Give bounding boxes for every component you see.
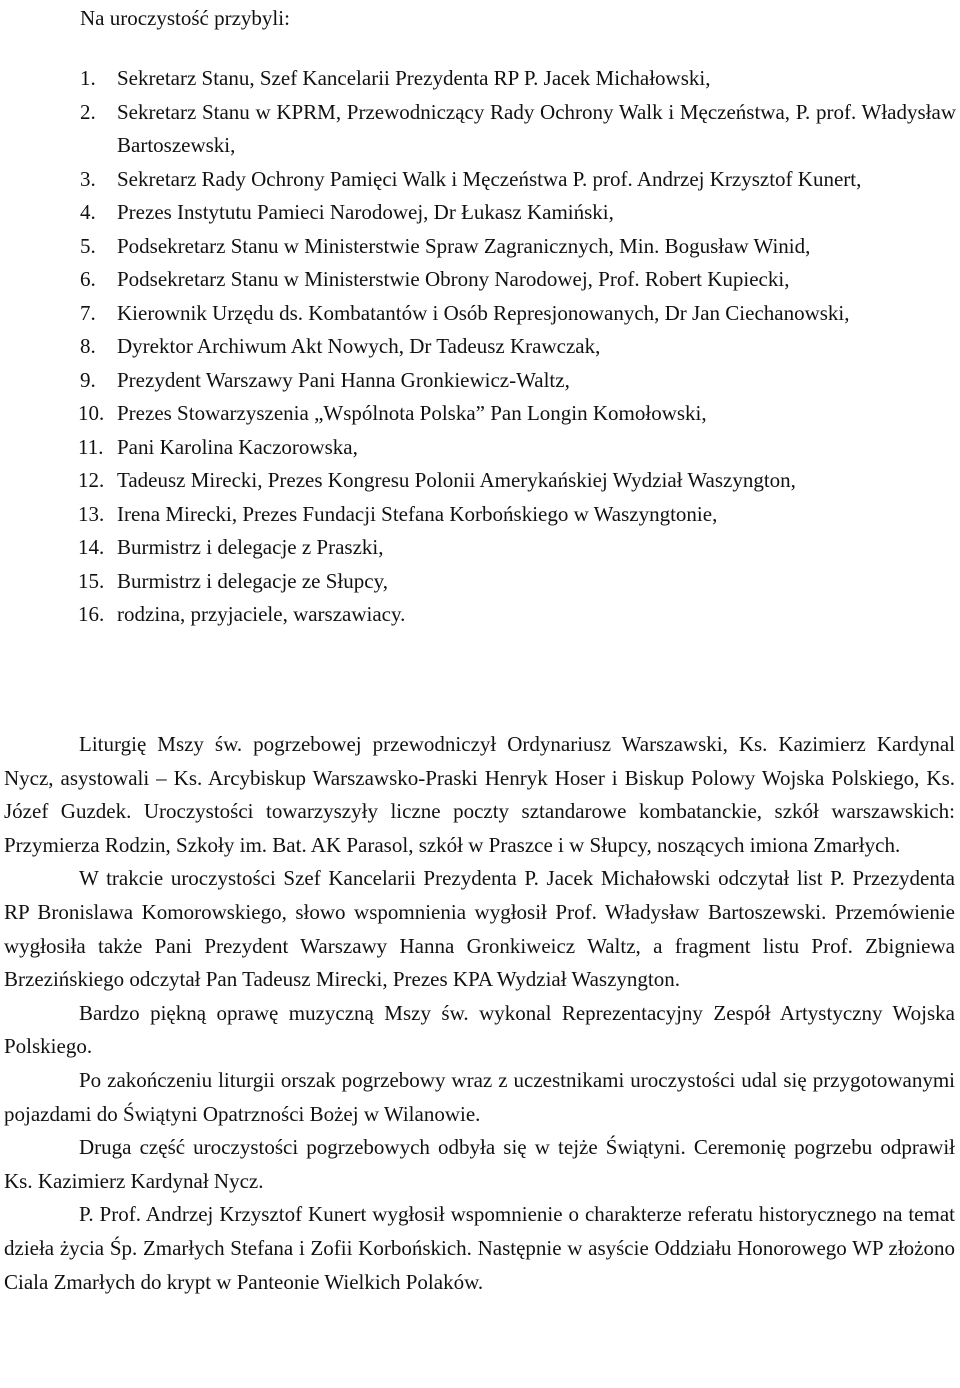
attendee-number: 7. xyxy=(80,300,96,325)
attendee-item xyxy=(0,364,960,398)
attendee-text: Prezydent Warszawy Pani Hanna Gronkiewicz-Waltz, xyxy=(117,367,570,392)
attendee-number: 2. xyxy=(80,99,96,124)
paragraph-burial: P. Prof. Andrzej Krzysztof Kunert wygłosił wspomnienie o charakterze referatu historycznego na temat dzieła życia Śp. Zmarłych Stefana i Zofii Korbońskich. Następnie w asyście Oddziału Honorowego WP złożono Ciala Zmarłych do krypt w Panteonie Wielkich Polaków. xyxy=(4,1202,955,1294)
attendee-number: 13. xyxy=(78,501,105,526)
attendee-number: 12. xyxy=(78,468,105,492)
attendee-item xyxy=(0,397,960,431)
attendee-text: Sekretarz Stanu w KPRM, Przewodniczący Rady Ochrony Walk i Męczeństwa, P. prof. Władysław Bartoszewski, xyxy=(117,99,956,157)
attendee-text: Burmistrz i delegacje z Praszki, xyxy=(117,535,384,559)
attendee-text: Prezes Stowarzyszenia „Wspólnota Polska” Pan Longin Komołowski, xyxy=(117,401,707,425)
attendee-text: Pani Karolina Kaczorowska, xyxy=(117,434,358,459)
attendee-number: 3. xyxy=(80,166,96,191)
attendee-number: 9. xyxy=(80,367,96,392)
attendee-item xyxy=(0,464,960,498)
intro-heading: Na uroczystość przybyli: xyxy=(80,6,290,30)
attendee-number: 16. xyxy=(78,602,105,626)
attendee-item xyxy=(0,531,960,565)
attendee-text: Burmistrz i delegacje ze Słupcy, xyxy=(117,568,388,593)
attendee-item xyxy=(0,196,960,230)
attendee-number: 14. xyxy=(78,535,105,559)
body-text xyxy=(4,728,955,1299)
attendee-item xyxy=(0,565,960,599)
paragraph-liturgy: Liturgię Mszy św. pogrzebowej przewodniczył Ordynariusz Warszawski, Ks. Kazimierz Kardynal Nycz, asystowali – Ks. Arcybiskup Warszawsko-Praski Henryk Hoser i Biskup Polowy Wojska Polskiego, Ks. Józef Guzdek. Uroczystości towarzyszyły liczne poczty sztandarowe kombatanckie, szkół warszawskich: Przymierza Rodzin, Szkoły im. Bat. AK Parasol, szkół w Praszce i w Słupcy, noszących imiona Zmarłych. xyxy=(4,732,955,857)
attendee-item xyxy=(0,263,960,297)
attendee-number: 11. xyxy=(78,434,104,459)
attendee-list xyxy=(0,62,960,632)
attendee-text: Sekretarz Stanu, Szef Kancelarii Prezydenta RP P. Jacek Michałowski, xyxy=(117,66,711,90)
attendee-text: rodzina, przyjaciele, warszawiacy. xyxy=(117,602,406,626)
attendee-item xyxy=(0,431,960,465)
attendee-number: 4. xyxy=(80,200,96,224)
attendee-text: Irena Mirecki, Prezes Fundacji Stefana Korbońskiego w Waszyngtonie, xyxy=(117,501,718,526)
attendee-text: Prezes Instytutu Pamieci Narodowej, Dr Łukasz Kamiński, xyxy=(117,200,614,224)
attendee-text: Tadeusz Mirecki, Prezes Kongresu Polonii Amerykańskiej Wydział Waszyngton, xyxy=(117,468,796,492)
attendee-text: Podsekretarz Stanu w Ministerstwie Obrony Narodowej, Prof. Robert Kupiecki, xyxy=(117,267,790,291)
attendee-number: 10. xyxy=(78,401,105,425)
attendee-number: 15. xyxy=(78,568,105,593)
attendee-text: Sekretarz Rady Ochrony Pamięci Walk i Męczeństwa P. prof. Andrzej Krzysztof Kunert, xyxy=(117,166,862,191)
attendee-text: Kierownik Urzędu ds. Kombatantów i Osób Represjonowanych, Dr Jan Ciechanowski, xyxy=(117,300,850,325)
attendee-number: 5. xyxy=(80,233,96,258)
attendee-number: 6. xyxy=(80,267,96,291)
attendee-item xyxy=(0,498,960,532)
attendee-item xyxy=(0,330,960,364)
attendee-item xyxy=(0,230,960,264)
paragraph-ceremony: W trakcie uroczystości Szef Kancelarii Prezydenta P. Jacek Michałowski odczytał list P. Przezydenta RP Bronislawa Komorowskiego, słowo wspomnienia wygłosił Prof. Władysław Bartoszewski. Przemówienie wygłosiła także Pani Prezydent Warszawy Hanna Gronkiweicz Waltz, a fragment listu Prof. Zbigniewa Brzezińskiego odczytał Pan Tadeusz Mirecki, Prezes KPA Wydział Waszyngton. xyxy=(4,866,955,992)
attendee-number: 8. xyxy=(80,334,96,358)
attendee-item xyxy=(0,297,960,331)
paragraph-procession: Po zakończeniu liturgii orszak pogrzebowy wraz z uczestnikami uroczystości udal się przygotowanymi pojazdami do Świątyni Opatrzności Bożej w Wilanowie. xyxy=(4,1067,955,1126)
attendee-item xyxy=(0,96,960,163)
attendee-text: Dyrektor Archiwum Akt Nowych, Dr Tadeusz Krawczak, xyxy=(117,334,601,358)
paragraph-music: Bardzo piękną oprawę muzyczną Mszy św. wykonal Reprezentacyjny Zespół Artystyczny Wojska Polskiego. xyxy=(4,1000,955,1059)
paragraph-second-part: Druga część uroczystości pogrzebowych odbyła się w tejże Świątyni. Ceremonię pogrzebu odprawił Ks. Kazimierz Kardynał Nycz. xyxy=(4,1135,955,1193)
attendee-item xyxy=(0,163,960,197)
attendee-item xyxy=(0,62,960,96)
attendee-number: 1. xyxy=(80,66,96,90)
attendee-item xyxy=(0,598,960,632)
attendee-text: Podsekretarz Stanu w Ministerstwie Spraw Zagranicznych, Min. Bogusław Winid, xyxy=(117,233,811,258)
